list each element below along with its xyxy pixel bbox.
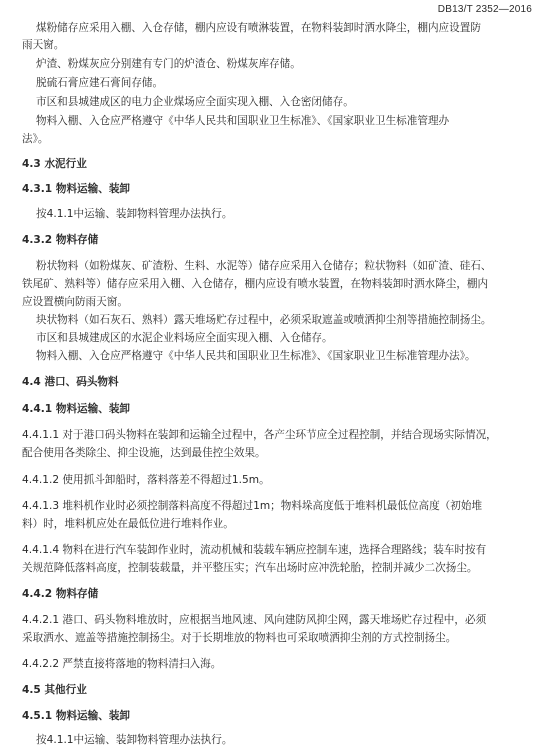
- section-heading-4-5: 4.5 其他行业: [22, 684, 87, 696]
- clause-line: 配合使用各类除尘、抑尘设施，达到最佳控尘效果。: [22, 447, 266, 459]
- paragraph-line: 应设置横向防雨天窗。: [22, 296, 128, 308]
- paragraph-line: 按4.1.1中运输、装卸物料管理办法执行。: [36, 734, 233, 746]
- document-number: DB13/T 2352—2016: [437, 4, 532, 15]
- clause-line: 料）时，堆料机应处在最低位进行堆料作业。: [22, 518, 234, 530]
- paragraph-line: 法》。: [22, 133, 49, 145]
- clause-line: 4.4.1.2 使用抓斗卸船时，落料落差不得超过1.5m。: [22, 474, 270, 486]
- clause-line: 关规范降低落料高度，控制装载量，并平整压实；汽车出场时应冲洗轮胎，控制并减少二次扬尘。: [22, 562, 478, 574]
- subsection-heading-4-3-1: 4.3.1 物料运输、装卸: [22, 183, 131, 195]
- paragraph-line: 粉状物料（如粉煤灰、矿渣粉、生料、水泥等）储存应采用入仓储存；粒状物料（如矿渣、硅石、: [36, 260, 492, 272]
- clause-line: 4.4.1.4 物料在进行汽车装卸作业时，流动机械和装载车辆应控制车速，选择合理路线；装车时按有: [22, 544, 487, 556]
- paragraph-line: 块状物料（如石灰石、熟料）露天堆场贮存过程中，必须采取遮盖或喷洒抑尘剂等措施控制扬尘。: [36, 314, 492, 326]
- paragraph-line: 物料入棚、入仓应严格遵守《中华人民共和国职业卫生标准》、《国家职业卫生标准管理办: [36, 115, 450, 127]
- paragraph-line: 炉渣、粉煤灰应分别建有专门的炉渣仓、粉煤灰库存储。: [36, 58, 301, 70]
- subsection-heading-4-3-2: 4.3.2 物料存储: [22, 234, 99, 246]
- subsection-heading-4-4-1: 4.4.1 物料运输、装卸: [22, 403, 131, 415]
- subsection-heading-4-4-2: 4.4.2 物料存储: [22, 588, 99, 600]
- paragraph-line: 物料入棚、入仓应严格遵守《中华人民共和国职业卫生标准》、《国家职业卫生标准管理办法》。: [36, 350, 476, 362]
- paragraph-line: 铁尾矿、熟料等）储存应采用入棚、入仓储存，棚内应设有喷水装置，在物料装卸时洒水降尘，棚内: [22, 278, 489, 290]
- clause-line: 采取洒水、遮盖等措施控制扬尘。对于长期堆放的物料也可采取喷洒抑尘剂的方式控制扬尘。: [22, 632, 457, 644]
- subsection-heading-4-5-1: 4.5.1 物料运输、装卸: [22, 710, 131, 722]
- clause-line: 4.4.1.1 对于港口码头物料在装卸和运输全过程中，各产尘环节应全过程控制，并结合现场实际情况，: [22, 429, 497, 441]
- paragraph-line: 煤粉储存应采用入棚、入仓存储，棚内应设有喷淋装置，在物料装卸时洒水降尘，棚内应设置防: [36, 22, 481, 34]
- clause-line: 4.4.2.1 港口、码头物料堆放时，应根据当地风速、风向建防风抑尘网，露天堆场贮存过程中，必须: [22, 614, 487, 626]
- paragraph-line: 脱硫石膏应建石膏间存储。: [36, 77, 164, 89]
- clause-line: 4.4.2.2 严禁直接将落地的物料清扫入海。: [22, 658, 222, 670]
- paragraph-line: 按4.1.1中运输、装卸物料管理办法执行。: [36, 208, 233, 220]
- clause-line: 4.4.1.3 堆料机作业时必须控制落料高度不得超过1m；物料垛高度低于堆料机最低位高度（初始堆: [22, 500, 483, 512]
- paragraph-line: 雨天窗。: [22, 39, 65, 51]
- section-heading-4-4: 4.4 港口、码头物料: [22, 376, 119, 388]
- paragraph-line: 市区和县城建成区的水泥企业料场应全面实现入棚、入仓储存。: [36, 332, 333, 344]
- section-heading-4-3: 4.3 水泥行业: [22, 158, 87, 170]
- paragraph-line: 市区和县城建成区的电力企业煤场应全面实现入棚、入仓密闭储存。: [36, 96, 354, 108]
